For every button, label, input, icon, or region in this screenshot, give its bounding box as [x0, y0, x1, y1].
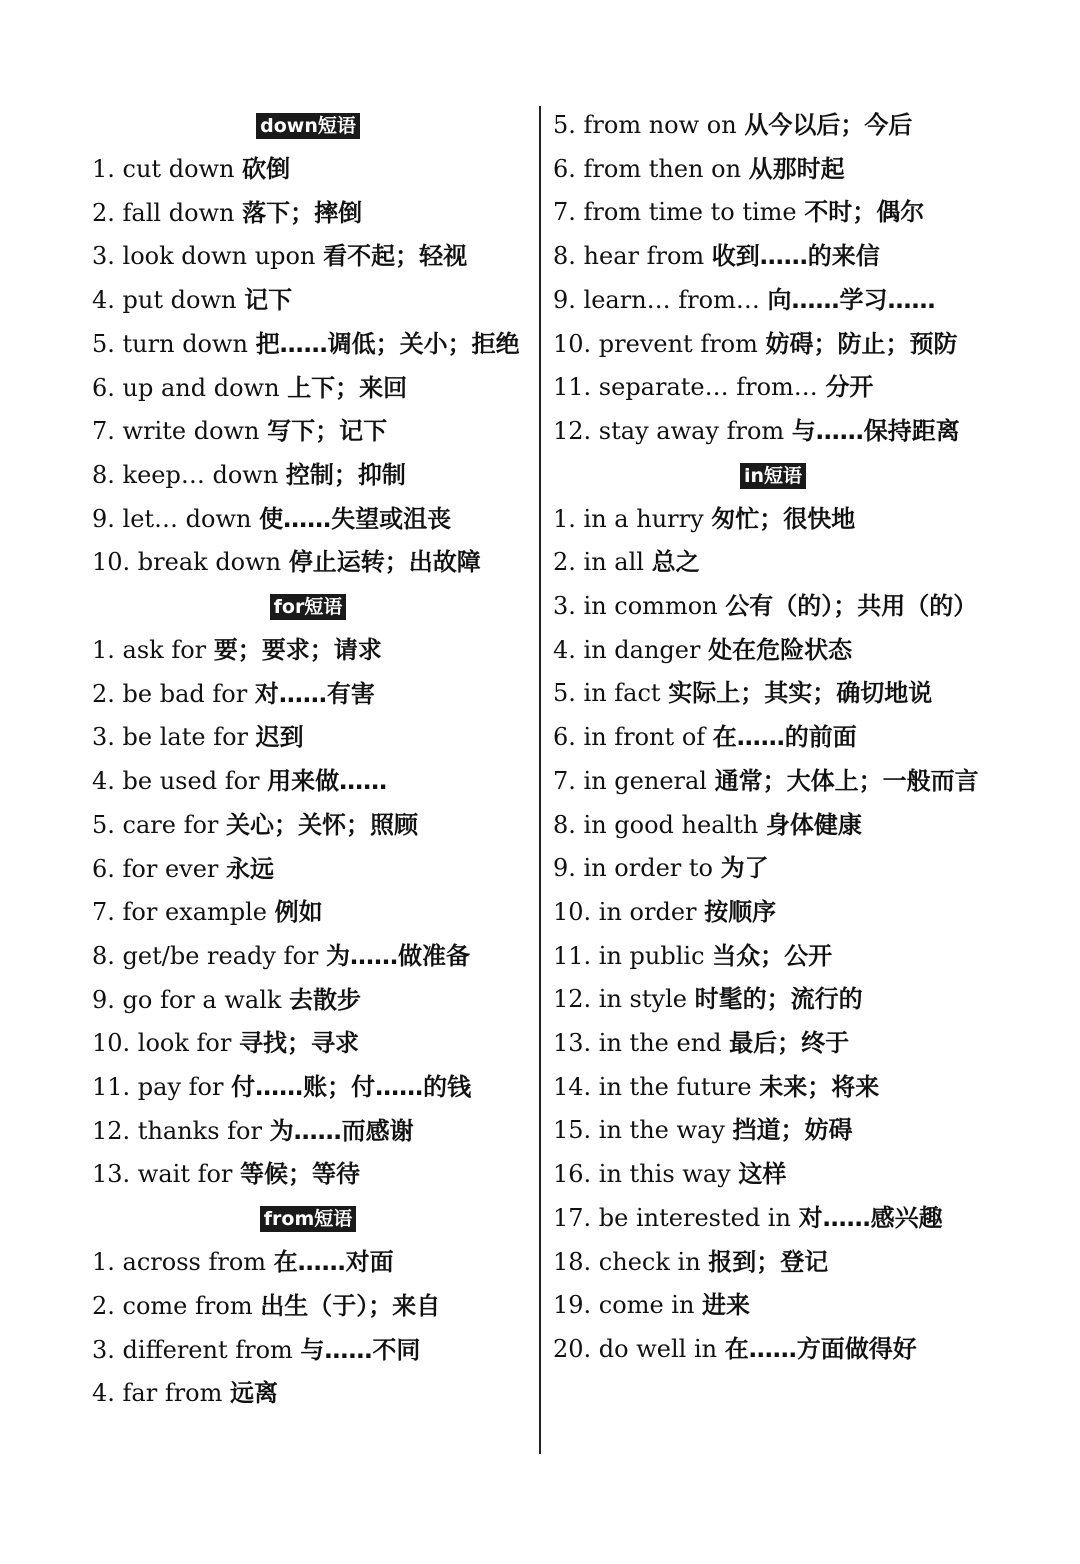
- list-item: 8. hear from 收到……的来信: [553, 242, 880, 271]
- list-item: 20. do well in 在……方面做得好: [553, 1334, 917, 1363]
- list-item: 12. thanks for 为……而感谢: [92, 1116, 414, 1145]
- list-item: 6. up and down 上下；来回: [92, 373, 408, 402]
- list-item: 7. write down 写下；记下: [92, 417, 388, 446]
- list-item: 11. separate… from… 分开: [553, 373, 874, 402]
- list-item: 10. in order 按顺序: [553, 897, 777, 926]
- right-column: [553, 104, 993, 1372]
- list-item: 10. prevent from 妨碍；防止；预防: [553, 329, 958, 358]
- list-item: 4. put down 记下: [92, 286, 293, 315]
- column-divider: [539, 106, 541, 1454]
- list-item: 6. for ever 永远: [92, 854, 275, 883]
- list-item: 12. stay away from 与……保持距离: [553, 416, 960, 445]
- list-item: 2. fall down 落下；摔倒: [92, 198, 363, 227]
- phrase-list-from: [92, 1241, 524, 1416]
- list-item: 13. in the end 最后；终于: [553, 1029, 850, 1058]
- list-item: 18. check in 报到；登记: [553, 1247, 829, 1276]
- section-heading-for: [92, 585, 524, 629]
- list-item: 12. in style 时髦的；流行的: [553, 985, 863, 1014]
- list-item: 15. in the way 挡道；妨碍: [553, 1116, 853, 1145]
- list-item: 5. care for 关心；关怀；照顾: [92, 810, 419, 839]
- list-item: 1. ask for 要；要求；请求: [92, 636, 382, 665]
- phrase-list-down: [92, 148, 524, 585]
- list-item: 7. from time to time 不时；偶尔: [553, 198, 925, 227]
- list-item: 3. look down upon 看不起；轻视: [92, 242, 468, 271]
- section-tag: in短语: [740, 463, 806, 489]
- list-item: 4. far from 远离: [92, 1379, 279, 1408]
- section-tag: from短语: [260, 1206, 357, 1232]
- list-item: 2. in all 总之: [553, 548, 700, 577]
- list-item: 3. different from 与……不同: [92, 1335, 421, 1364]
- list-item: 14. in the future 未来；将来: [553, 1072, 880, 1101]
- list-item: 8. keep… down 控制；抑制: [92, 460, 406, 489]
- list-item: 4. be used for 用来做……: [92, 767, 388, 796]
- phrase-list-in: [553, 498, 993, 1372]
- list-item: 10. look for 寻找；寻求: [92, 1029, 359, 1058]
- list-item: 6. from then on 从那时起: [553, 154, 845, 183]
- list-item: 17. be interested in 对……感兴趣: [553, 1203, 943, 1232]
- list-item: 9. in order to 为了: [553, 854, 769, 883]
- list-item: 9. let… down 使……失望或沮丧: [92, 504, 452, 533]
- list-item: 10. break down 停止运转；出故障: [92, 548, 481, 577]
- section-heading-in: [553, 454, 993, 498]
- section-heading-from: [92, 1197, 524, 1241]
- list-item: 9. learn… from… 向……学习……: [553, 285, 936, 314]
- left-column: [92, 104, 524, 1416]
- section-heading-down: [92, 104, 524, 148]
- list-item: 3. be late for 迟到: [92, 723, 304, 752]
- list-item: 8. get/be ready for 为……做准备: [92, 941, 470, 970]
- list-item: 5. turn down 把……调低；关小；拒绝: [92, 329, 520, 358]
- list-item: 1. across from 在……对面: [92, 1248, 394, 1277]
- list-item: 19. come in 进来: [553, 1291, 751, 1320]
- list-item: 4. in danger 处在危险状态: [553, 635, 853, 664]
- phrase-list-for: [92, 629, 524, 1197]
- list-item: 5. from now on 从今以后；今后: [553, 111, 913, 139]
- list-item: 9. go for a walk 去散步: [92, 985, 362, 1014]
- list-item: 1. cut down 砍倒: [92, 155, 291, 183]
- list-item: 13. wait for 等候；等待: [92, 1160, 361, 1189]
- list-item: 1. in a hurry 匆忙；很快地: [553, 504, 856, 533]
- phrase-list-from-continued: [553, 104, 993, 454]
- list-item: 7. for example 例如: [92, 898, 323, 927]
- list-item: 7. in general 通常；大体上；一般而言: [553, 766, 979, 795]
- list-item: 11. in public 当众；公开: [553, 941, 833, 970]
- section-tag: down短语: [256, 113, 360, 139]
- list-item: 3. in common 公有（的）；共用（的）: [553, 592, 978, 621]
- list-item: 8. in good health 身体健康: [553, 810, 862, 839]
- section-tag: for短语: [270, 594, 347, 620]
- list-item: 11. pay for 付……账；付……的钱: [92, 1073, 472, 1102]
- list-item: 16. in this way 这样: [553, 1160, 787, 1189]
- list-item: 2. come from 出生（于）；来自: [92, 1291, 441, 1320]
- list-item: 5. in fact 实际上；其实；确切地说: [553, 679, 933, 708]
- list-item: 2. be bad for 对……有害: [92, 679, 375, 708]
- list-item: 6. in front of 在……的前面: [553, 723, 857, 752]
